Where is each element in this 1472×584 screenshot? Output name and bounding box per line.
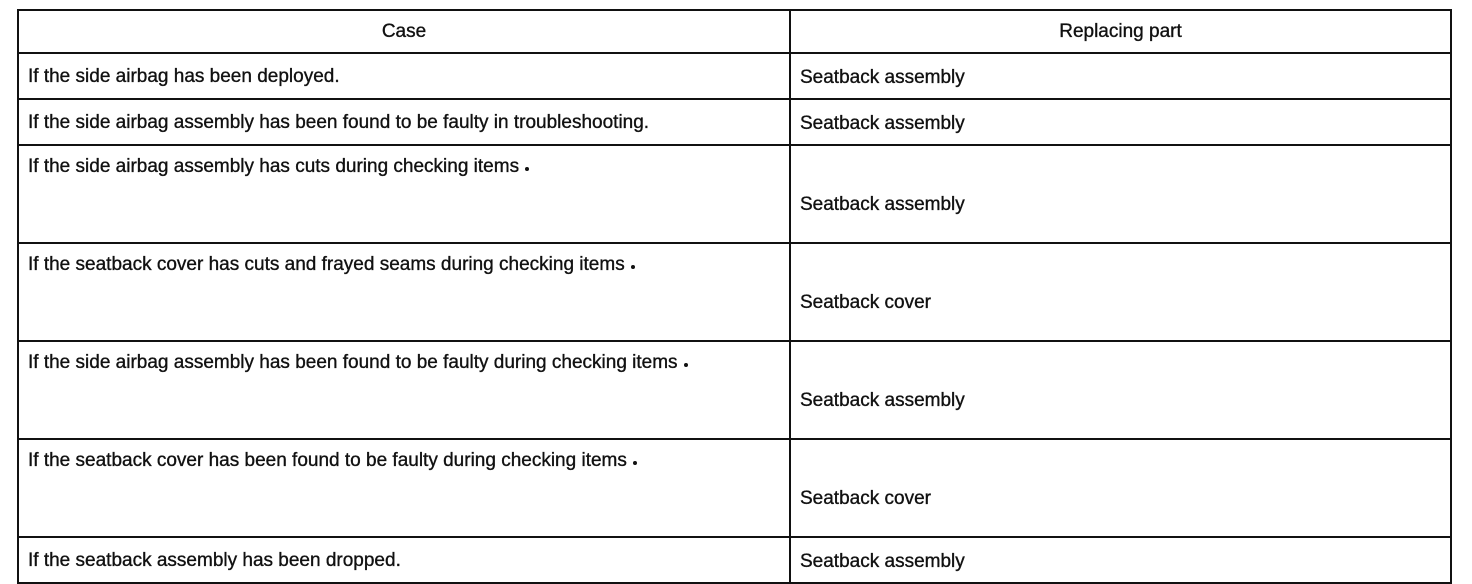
- part-cell: Seatback assembly: [790, 341, 1451, 439]
- header-replacing-part: Replacing part: [790, 10, 1451, 53]
- case-cell: If the seatback cover has been found to be faulty during checking items: [18, 439, 790, 537]
- case-cell: If the side airbag assembly has been found to be faulty during checking items: [18, 341, 790, 439]
- part-cell: Seatback cover: [790, 439, 1451, 537]
- part-cell: Seatback assembly: [790, 53, 1451, 99]
- table-row: [18, 537, 1451, 583]
- bullet-dot: [631, 265, 635, 269]
- part-cell: Seatback cover: [790, 243, 1451, 341]
- part-cell: Seatback assembly: [790, 145, 1451, 243]
- part-cell: Seatback assembly: [790, 537, 1451, 583]
- header-case: Case: [18, 10, 790, 53]
- table-row: [18, 439, 1451, 537]
- case-cell: If the side airbag assembly has cuts during checking items: [18, 145, 790, 243]
- table-row: [18, 53, 1451, 99]
- table-header-row: [18, 10, 1451, 53]
- case-cell: If the seatback cover has cuts and frayed seams during checking items: [18, 243, 790, 341]
- case-cell: If the seatback assembly has been dropped.: [18, 537, 790, 583]
- case-cell: If the side airbag has been deployed.: [18, 53, 790, 99]
- table-row: [18, 99, 1451, 145]
- table-row: [18, 145, 1451, 243]
- replacement-table: [17, 9, 1452, 584]
- bullet-dot: [525, 167, 529, 171]
- part-cell: Seatback assembly: [790, 99, 1451, 145]
- bullet-dot: [633, 461, 637, 465]
- table-row: [18, 243, 1451, 341]
- table-row: [18, 341, 1451, 439]
- case-cell: If the side airbag assembly has been found to be faulty in troubleshooting.: [18, 99, 790, 145]
- bullet-dot: [684, 363, 688, 367]
